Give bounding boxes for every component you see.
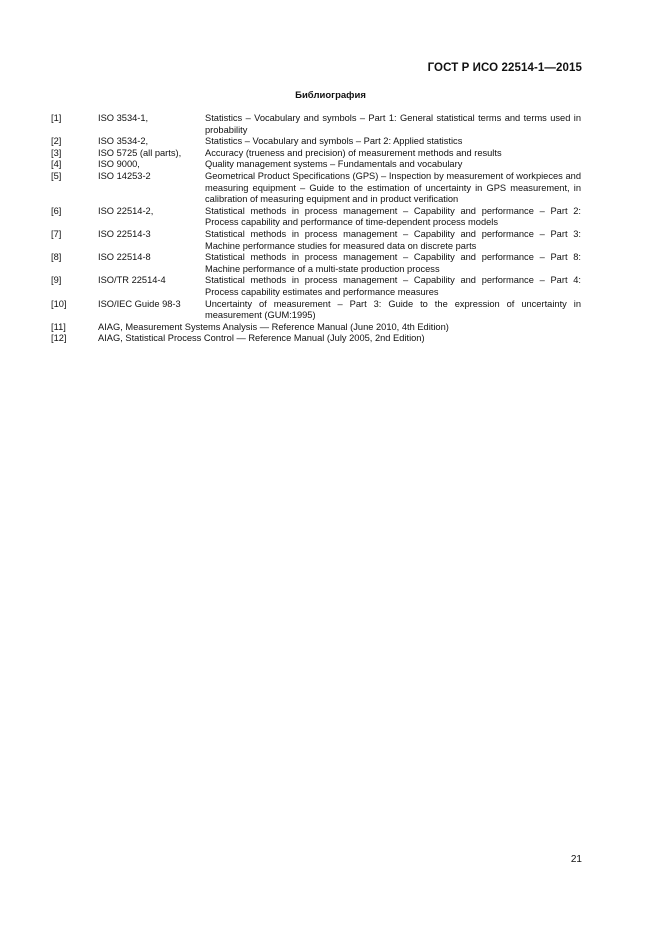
entry-title: Statistics – Vocabulary and symbols – Part 1: General statistical terms and terms used in probability <box>205 113 581 135</box>
entry-standard-code: ISO 5725 (all parts), <box>98 147 182 158</box>
bibliography-entry <box>51 171 581 206</box>
entry-title: AIAG, Measurement Systems Analysis — Reference Manual (June 2010, 4th Edition) <box>98 321 449 332</box>
entry-standard-code: ISO 3534-2, <box>98 136 149 147</box>
entry-number: [12] <box>51 333 67 344</box>
entry-title: Uncertainty of measurement – Part 3: Guide to the expression of uncertainty in measurement (GUM:1995) <box>205 298 581 321</box>
page-number: 21 <box>570 854 582 865</box>
bibliography-entry <box>51 322 581 334</box>
entry-number: [7] <box>51 228 62 239</box>
bibliography-entry <box>51 252 581 275</box>
bibliography-entry <box>51 159 581 171</box>
entry-title: Statistics – Vocabulary and symbols – Part 2: Applied statistics <box>205 136 463 147</box>
entry-number: [11] <box>51 321 66 332</box>
entry-title: Statistical methods in process management – Capability and performance – Part 2: Process capability and performance of time-dependent process models <box>205 205 581 228</box>
bibliography-list <box>51 113 581 345</box>
entry-title: AIAG, Statistical Process Control — Reference Manual (July 2005, 2nd Edition) <box>98 333 425 344</box>
entry-title: Geometrical Product Specifications (GPS) – Inspection by measurement of workpieces and measuring equipment – Guide to the estimation of uncertainty in GPS measurement, in calibration of measuring equipment and in product verification <box>205 170 581 205</box>
document-code-header: ГОСТ Р ИСО 22514-1—2015 <box>427 62 582 74</box>
entry-number: [9] <box>51 275 62 286</box>
entry-title: Statistical methods in process management – Capability and performance – Part 8: Machine performance of a multi-state production process <box>205 252 581 274</box>
entry-number: [3] <box>51 147 62 158</box>
bibliography-entry <box>51 275 581 298</box>
entry-number: [6] <box>51 205 62 216</box>
entry-title: Accuracy (trueness and precision) of measurement methods and results <box>205 147 502 158</box>
entry-standard-code: ISO/IEC Guide 98-3 <box>98 298 181 309</box>
bibliography-entry <box>51 148 581 160</box>
entry-number: [4] <box>51 159 62 170</box>
entry-standard-code: ISO 14253-2 <box>98 170 151 181</box>
entry-number: [1] <box>51 113 62 123</box>
entry-title: Statistical methods in process management – Capability and performance – Part 4: Process capability estimates and performance measures <box>205 275 581 297</box>
entry-standard-code: ISO 22514-2, <box>98 205 154 216</box>
bibliography-entry <box>51 333 581 345</box>
entry-standard-code: ISO 22514-3 <box>98 228 151 239</box>
entry-number: [2] <box>51 136 62 147</box>
bibliography-entry <box>51 206 581 229</box>
entry-standard-code: ISO 9000, <box>98 159 140 170</box>
bibliography-entry <box>51 229 581 252</box>
bibliography-entry <box>51 136 581 148</box>
entry-number: [5] <box>51 170 62 181</box>
entry-title: Statistical methods in process management – Capability and performance – Part 3: Machine performance studies for measured data on discrete parts <box>205 228 581 251</box>
bibliography-entry <box>51 299 581 322</box>
entry-standard-code: ISO 3534-1, <box>98 113 149 123</box>
entry-number: [10] <box>51 298 67 309</box>
section-title: Библиография <box>295 90 366 101</box>
entry-title: Quality management systems – Fundamentals and vocabulary <box>205 159 463 170</box>
entry-number: [8] <box>51 252 62 263</box>
entry-standard-code: ISO/TR 22514-4 <box>98 275 166 286</box>
entry-standard-code: ISO 22514-8 <box>98 252 151 263</box>
bibliography-entry <box>51 113 581 136</box>
